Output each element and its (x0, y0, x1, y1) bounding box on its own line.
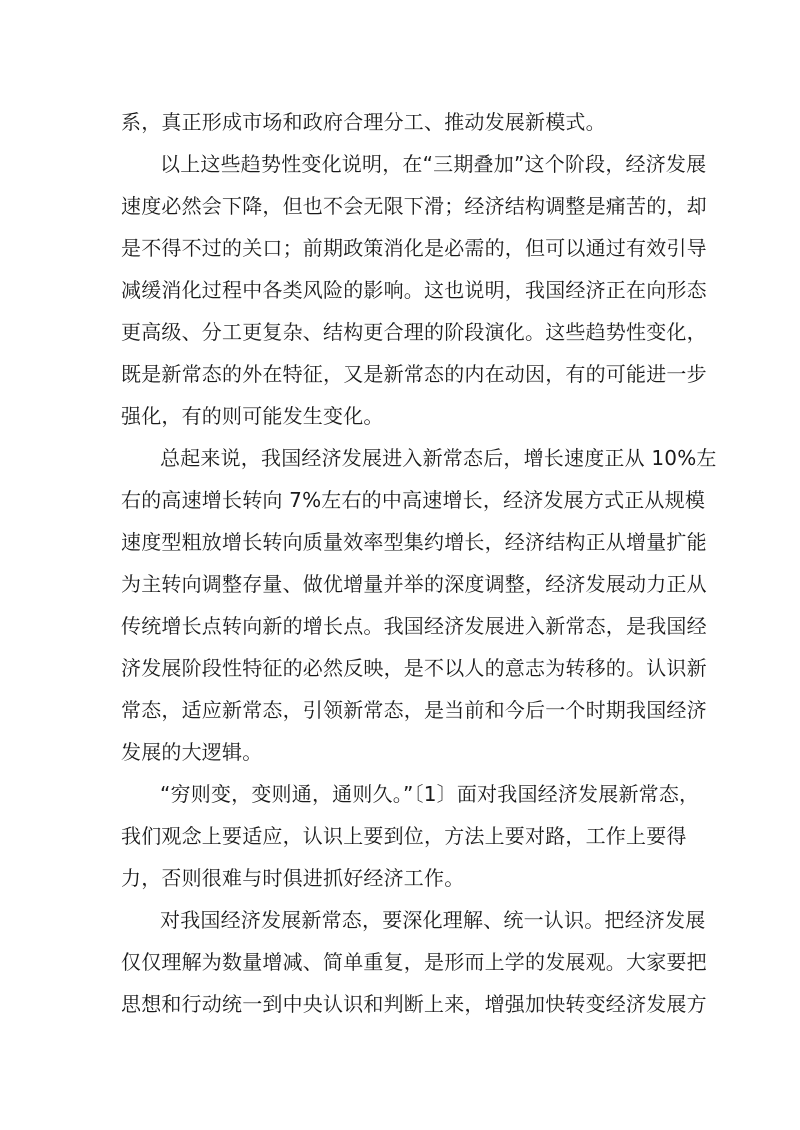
text-line: 速度型粗放增长转向质量效率型集约增长，经济结构正从增量扩能 (121, 530, 707, 554)
text-line: 仅仅理解为数量增减、简单重复，是形而上学的发展观。大家要把 (121, 950, 707, 974)
text-line: 传统增长点转向新的增长点。我国经济发展进入新常态，是我国经 (121, 614, 707, 638)
text-line: 速度必然会下降，但也不会无限下滑；经济结构调整是痛苦的，却 (121, 194, 707, 218)
text-line: 右的高速增长转向 7%左右的中高速增长，经济发展方式正从规模 (121, 488, 706, 512)
text-line: 减缓消化过程中各类风险的影响。这也说明，我国经济正在向形态 (121, 278, 707, 302)
paragraph-start-line: 对我国经济发展新常态，要深化理解、统一认识。把经济发展 (160, 908, 706, 932)
text-line: 更高级、分工更复杂、结构更合理的阶段演化。这些趋势性变化， (121, 320, 707, 344)
text-line: 力，否则很难与时俱进抓好经济工作。 (121, 866, 465, 890)
paragraph-start-line: 以上这些趋势性变化说明，在“三期叠加”这个阶段，经济发展 (160, 152, 707, 176)
text-line: 思想和行动统一到中央认识和判断上来，增强加快转变经济发展方 (121, 992, 707, 1016)
text-line: 既是新常态的外在特征，又是新常态的内在动因，有的可能进一步 (121, 362, 707, 386)
text-line: 发展的大逻辑。 (121, 740, 263, 764)
text-line: 为主转向调整存量、做优增量并举的深度调整，经济发展动力正从 (121, 572, 707, 596)
text-line: 是不得不过的关口；前期政策消化是必需的，但可以通过有效引导 (121, 236, 707, 260)
text-line: 济发展阶段性特征的必然反映，是不以人的意志为转移的。认识新 (121, 656, 707, 680)
text-line: 我们观念上要适应，认识上要到位，方法上要对路，工作上要得 (121, 824, 687, 848)
paragraph-start-line: 总起来说，我国经济发展进入新常态后，增长速度正从 10%左 (160, 446, 717, 470)
text-line: 常态，适应新常态，引领新常态，是当前和今后一个时期我国经济 (121, 698, 707, 722)
text-line: 强化，有的则可能发生变化。 (121, 404, 384, 428)
paragraph-start-line: “穷则变，变则通，通则久。”〔1〕面对我国经济发展新常态， (160, 782, 700, 806)
text-line: 系，真正形成市场和政府合理分工、推动发展新模式。 (121, 110, 606, 134)
